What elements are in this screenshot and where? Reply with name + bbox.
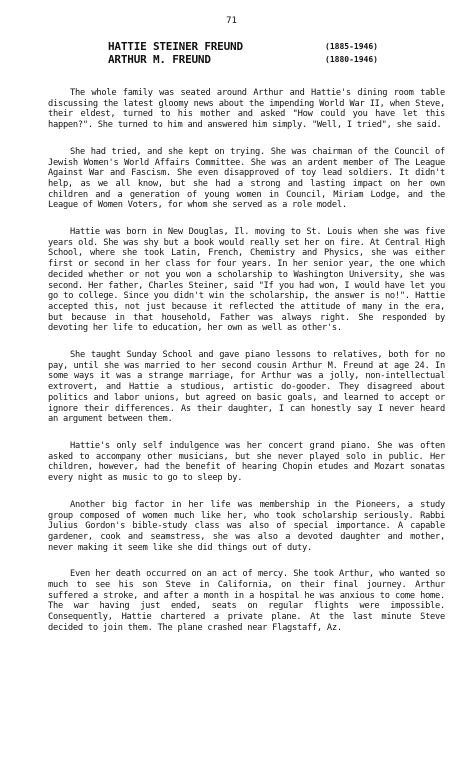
header-row-hattie [0,40,463,53]
paragraph: She had tried, and she kept on trying. She was chairman of the Council of Jewish Women's World Affairs Committee. She was an ardent member of The League Against War and Fascism. She even disapproved of toy lead soldiers. It didn't help, as we all know, but she had a strong and lasting impact on her own children and a generation of young women in Council, Miriam Lodge, and the League of Women Voters, for whom she served as a role model. [48,146,445,211]
paragraph: The whole family was seated around Arthur and Hattie's dining room table discussing the latest gloomy news about the impending World War II, when Steve, their eldest, turned to his mother and asked "How could you have let this happen?". She turned to him and answered him simply. "Well, I tried", she said. [48,88,445,131]
person-name-hattie: HATTIE STEINER FREUND [108,40,243,53]
person-dates-arthur: (1880-1946) [325,55,378,64]
page-number: 71 [226,16,237,26]
person-name-arthur: ARTHUR M. FREUND [108,53,211,66]
paragraph: Even her death occurred on an act of mercy. She took Arthur, who wanted so much to see his son Steve in California, on their final journey. Arthur suffered a stroke, and after a month in a hospital he was anxious to come home. The war having just ended, seats on regular flights were impossible. Consequently, Hattie chartered a private plane. At the last minute Steve decided to join them. The plane crashed near Flagstaff, Az. [48,569,445,633]
biography-header [0,40,463,66]
paragraph: Another big factor in her life was membership in the Pioneers, a study group composed of women much like her, who took scholarship seriously. Rabbi Julius Gordon's bible-study class was also of special importance. A capable gardener, cook and seamstress, she was also a devoted daughter and mother, never making it seem like she did things out of duty. [48,499,445,553]
paragraph: Hattie's only self indulgence was her concert grand piano. She was often asked to accompany other musicians, but she never played solo in public. Her children, however, had the benefit of hearing Chopin etudes and Mozart sonatas every night as music to go to sleep by. [48,440,445,484]
biography-body [48,88,445,650]
paragraph: Hattie was born in New Douglas, Il. moving to St. Louis when she was five years old. She was shy but a book would really set her on fire. At Central High School, where she took Latin, French, Chemistry and Physics, she was either first or second in her class for four years. In her senior year, the one which decided whether or not you won a scholarship to Washington University, she was second. Her father, Charles Steiner, said "If you had won, I would have let you go to college. Since you didn't win the scholarship, the answer is no!". Hattie accepted this, not just because it reflected the attitude of many in the era, but because in that household, Father was always right. She responded by devoting her life to education, her own as well as other's. [48,227,445,334]
paragraph: She taught Sunday School and gave piano lessons to relatives, both for no pay, until she was married to her second cousin Arthur M. Freund at age 24. In some ways it was a strange marriage, for Arthur was a jolly, non-intellectual extrovert, and Hattie a studious, artistic do-gooder. They disagreed about politics and labor unions, but agreed on basic goals, and learned to accept or ignore their differences. As their daughter, I can honestly say I never heard an argument between them. [48,350,445,425]
header-row-arthur [0,53,463,66]
person-dates-hattie: (1885-1946) [325,42,378,51]
